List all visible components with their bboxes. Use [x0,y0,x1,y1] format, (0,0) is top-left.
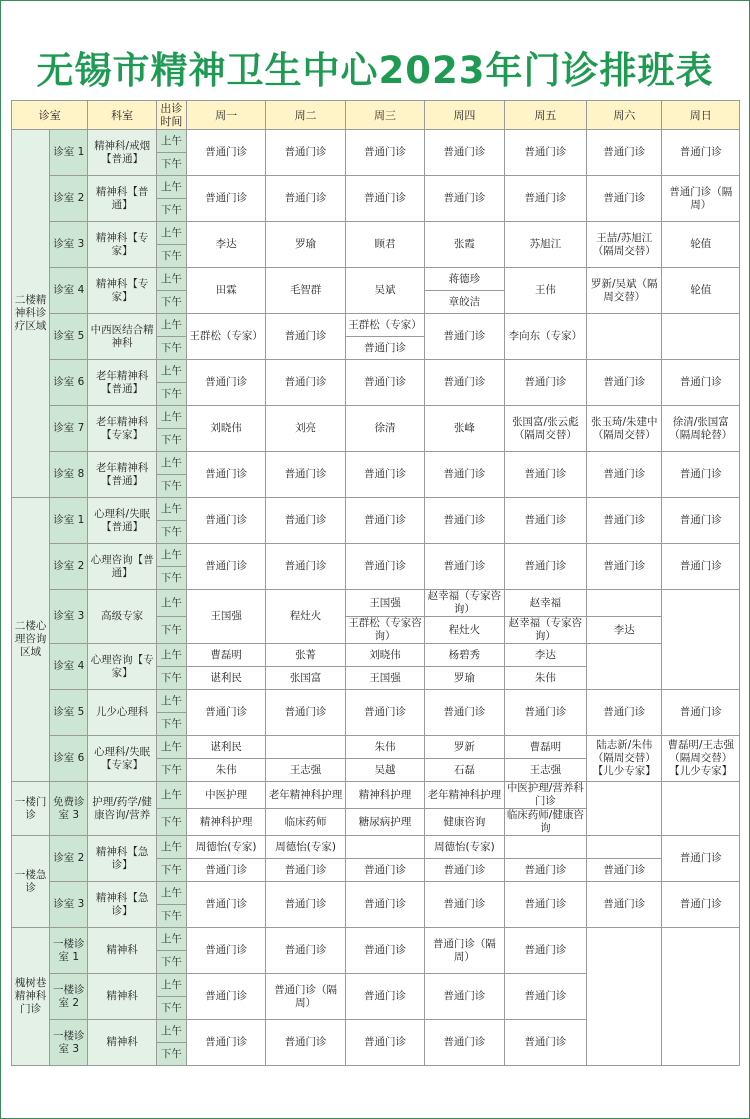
time-pm: 下午 [156,429,186,452]
time-pm: 下午 [156,617,186,644]
schedule-cell: 普通门诊 [186,882,265,928]
schedule-cell [587,836,662,859]
schedule-cell: 普通门诊 [587,452,662,498]
time-am: 上午 [156,406,186,429]
room-label: 诊室 1 [50,130,88,176]
schedule-cell: 普通门诊 [345,360,424,406]
time-pm: 下午 [156,997,186,1020]
schedule-cell: 赵幸福（专家咨询） [425,590,504,617]
time-am: 上午 [156,176,186,199]
time-am: 上午 [156,782,186,809]
schedule-cell: 轮值 [662,268,740,314]
schedule-cell: 刘亮 [266,406,345,452]
schedule-cell: 普通门诊 [186,859,265,882]
schedule-cell: 王国强 [186,590,265,644]
schedule-cell: 普通门诊 [587,498,662,544]
schedule-cell-empty [587,314,662,360]
schedule-cell: 普通门诊 [266,176,345,222]
schedule-cell: 张峰 [425,406,504,452]
schedule-cell: 曹磊明 [186,644,265,667]
time-am: 上午 [156,360,186,383]
room-label: 一楼诊室 2 [50,974,88,1020]
room-label: 诊室 6 [50,736,88,782]
schedule-cell: 普通门诊 [266,882,345,928]
time-pm: 下午 [156,905,186,928]
schedule-cell: 王志强 [504,759,586,782]
dept-label: 高级专家 [88,590,156,644]
schedule-cell: 曹磊明/王志强（隔周交替）【儿少专家】 [662,736,740,782]
schedule-cell: 临床药师/健康咨询 [504,809,586,836]
schedule-cell: 陆志新/朱伟（隔周交替）【儿少专家】 [587,736,662,782]
schedule-cell: 普通门诊 [662,836,740,882]
schedule-cell: 王喆/苏旭江（隔周交替） [587,222,662,268]
time-pm: 下午 [156,1043,186,1066]
schedule-cell: 吴斌 [345,268,424,314]
schedule-cell: 普通门诊 [266,1020,345,1066]
schedule-cell: 普通门诊 [345,337,424,360]
dept-label: 精神科【专家】 [88,268,156,314]
schedule-cell: 王群松（专家） [186,314,265,360]
schedule-cell: 王国强 [345,590,424,617]
dept-label: 精神科/戒烟【普通】 [88,130,156,176]
time-am: 上午 [156,882,186,905]
schedule-cell: 张霞 [425,222,504,268]
room-label: 诊室 3 [50,222,88,268]
time-pm: 下午 [156,759,186,782]
schedule-cell: 普通门诊 [504,690,586,736]
time-pm: 下午 [156,199,186,222]
schedule-cell: 普通门诊 [345,882,424,928]
schedule-cell: 普通门诊 [345,544,424,590]
schedule-cell: 周德怡(专家) [186,836,265,859]
header-day: 周五 [504,101,586,130]
time-pm: 下午 [156,291,186,314]
schedule-cell: 苏旭江 [504,222,586,268]
schedule-cell: 普通门诊 [186,452,265,498]
header-day: 周四 [425,101,504,130]
schedule-cell: 张国富 [266,667,345,690]
schedule-cell: 王国强 [345,667,424,690]
time-pm: 下午 [156,567,186,590]
schedule-cell: 蒋德珍 [425,268,504,291]
time-pm: 下午 [156,153,186,176]
schedule-cell: 王群松（专家） [345,314,424,337]
dept-label: 精神科【专家】 [88,222,156,268]
header-day: 周日 [662,101,740,130]
time-pm: 下午 [156,809,186,836]
schedule-cell: 普通门诊 [345,1020,424,1066]
schedule-cell: 李达 [186,222,265,268]
header-day: 周一 [186,101,265,130]
room-label: 诊室 7 [50,406,88,452]
dept-label: 老年精神科【普通】 [88,452,156,498]
schedule-cell: 杨碧秀 [425,644,504,667]
schedule-cell: 普通门诊 [186,544,265,590]
schedule-cell: 普通门诊 [504,360,586,406]
dept-label: 精神科 [88,974,156,1020]
schedule-cell-empty [662,782,740,836]
schedule-cell: 普通门诊 [186,928,265,974]
schedule-cell: 赵幸福（专家咨询） [504,617,586,644]
schedule-cell: 普通门诊 [345,452,424,498]
schedule-cell: 李达 [587,617,662,644]
schedule-cell: 普通门诊 [186,1020,265,1066]
schedule-cell: 普通门诊 [587,544,662,590]
schedule-cell-empty [662,314,740,360]
schedule-cell: 普通门诊 [587,859,662,882]
dept-label: 中西医结合精神科 [88,314,156,360]
schedule-cell-empty [662,590,740,690]
area-label: 槐树巷精神科门诊 [12,928,50,1066]
time-pm: 下午 [156,667,186,690]
room-label: 诊室 4 [50,644,88,690]
schedule-cell: 老年精神科护理 [425,782,504,809]
schedule-cell: 程灶火 [425,617,504,644]
room-label: 诊室 6 [50,360,88,406]
time-am: 上午 [156,498,186,521]
schedule-cell: 徐清/张国富（隔周轮替） [662,406,740,452]
schedule-cell: 精神科护理 [186,809,265,836]
schedule-cell: 普通门诊 [504,498,586,544]
schedule-cell: 普通门诊（隔周） [425,928,504,974]
schedule-cell: 精神科护理 [345,782,424,809]
schedule-cell [504,836,586,859]
schedule-cell: 普通门诊 [587,130,662,176]
schedule-cell: 徐清 [345,406,424,452]
schedule-cell: 普通门诊 [662,544,740,590]
room-label: 诊室 5 [50,314,88,360]
area-label: 一楼急诊 [12,836,50,928]
room-label: 免费诊室 3 [50,782,88,836]
schedule-cell: 普通门诊 [504,882,586,928]
schedule-cell: 普通门诊（隔周） [266,974,345,1020]
time-am: 上午 [156,222,186,245]
schedule-cell: 普通门诊 [662,130,740,176]
schedule-cell: 朱伟 [186,759,265,782]
schedule-cell: 谌利民 [186,667,265,690]
schedule-cell: 普通门诊 [662,882,740,928]
schedule-cell: 普通门诊 [345,690,424,736]
schedule-cell: 毛智群 [266,268,345,314]
schedule-cell: 普通门诊 [425,360,504,406]
time-am: 上午 [156,836,186,859]
room-label: 诊室 2 [50,544,88,590]
schedule-cell-empty [587,644,662,690]
schedule-cell: 临床药师 [266,809,345,836]
header-day: 周二 [266,101,345,130]
time-pm: 下午 [156,951,186,974]
time-am: 上午 [156,1020,186,1043]
schedule-cell: 健康咨询 [425,809,504,836]
dept-label: 儿少心理科 [88,690,156,736]
schedule-cell: 普通门诊 [266,314,345,360]
schedule-cell: 普通门诊 [266,544,345,590]
schedule-cell-empty [587,782,662,836]
time-am: 上午 [156,736,186,759]
dept-label: 心理咨询【普通】 [88,544,156,590]
schedule-cell: 赵幸福 [504,590,586,617]
schedule-cell: 李达 [504,644,586,667]
time-am: 上午 [156,268,186,291]
schedule-cell: 王群松（专家咨询） [345,617,424,644]
schedule-cell: 普通门诊 [266,452,345,498]
schedule-cell-empty [662,928,740,1066]
room-label: 诊室 4 [50,268,88,314]
schedule-cell: 中医护理/营养科门诊 [504,782,586,809]
header-day: 周六 [587,101,662,130]
schedule-cell: 吴越 [345,759,424,782]
schedule-cell: 普通门诊 [425,859,504,882]
area-label: 二楼精神科诊疗区域 [12,130,50,498]
dept-label: 精神科【急诊】 [88,836,156,882]
schedule-cell: 普通门诊 [266,859,345,882]
schedule-cell: 谌利民 [186,736,265,759]
schedule-cell [266,736,345,759]
room-label: 诊室 1 [50,498,88,544]
schedule-cell: 轮值 [662,222,740,268]
header-time: 出诊时间 [156,101,186,130]
schedule-cell: 顾君 [345,222,424,268]
dept-label: 精神科 [88,928,156,974]
schedule-cell: 周德怡(专家) [425,836,504,859]
schedule-cell: 朱伟 [504,667,586,690]
header-row [12,101,740,130]
schedule-cell: 普通门诊 [504,1020,586,1066]
schedule-cell: 普通门诊 [186,176,265,222]
schedule-cell: 张菁 [266,644,345,667]
room-label: 诊室 2 [50,836,88,882]
schedule-cell: 普通门诊 [425,1020,504,1066]
schedule-cell: 普通门诊 [186,130,265,176]
schedule-cell: 普通门诊 [587,882,662,928]
schedule-cell: 罗新/吴斌（隔周交替） [587,268,662,314]
page-title: 无锡市精神卫生中心2023年门诊排班表 [36,49,714,92]
schedule-cell: 普通门诊 [504,974,586,1020]
room-label: 诊室 5 [50,690,88,736]
schedule-cell: 曹磊明 [504,736,586,759]
schedule-cell: 普通门诊 [425,974,504,1020]
schedule-cell [345,836,424,859]
time-am: 上午 [156,690,186,713]
time-pm: 下午 [156,521,186,544]
schedule-cell: 普通门诊 [266,690,345,736]
schedule-cell: 普通门诊 [266,130,345,176]
schedule-cell: 中医护理 [186,782,265,809]
time-am: 上午 [156,452,186,475]
time-pm: 下午 [156,245,186,268]
schedule-cell: 普通门诊 [345,498,424,544]
schedule-cell: 普通门诊 [662,690,740,736]
schedule-cell: 普通门诊 [266,928,345,974]
schedule-cell: 普通门诊 [425,690,504,736]
area-label: 二楼心理咨询区域 [12,498,50,782]
schedule-cell: 普通门诊 [587,176,662,222]
schedule-cell: 糖尿病护理 [345,809,424,836]
schedule-cell: 王志强 [266,759,345,782]
time-am: 上午 [156,590,186,617]
room-label: 一楼诊室 3 [50,1020,88,1066]
schedule-cell: 普通门诊 [345,928,424,974]
time-am: 上午 [156,974,186,997]
schedule-cell: 普通门诊 [425,314,504,360]
schedule-cell: 普通门诊 [662,498,740,544]
room-label: 诊室 3 [50,590,88,644]
schedule-cell: 普通门诊 [425,544,504,590]
schedule-cell: 刘晓伟 [186,406,265,452]
schedule-cell: 张国富/张云彪（隔周交替） [504,406,586,452]
time-am: 上午 [156,130,186,153]
dept-label: 精神科【急诊】 [88,882,156,928]
area-label: 一楼门诊 [12,782,50,836]
header-day: 周三 [345,101,424,130]
schedule-cell: 程灶火 [266,590,345,644]
dept-label: 老年精神科【普通】 [88,360,156,406]
time-pm: 下午 [156,713,186,736]
schedule-cell: 普通门诊 [186,498,265,544]
schedule-cell: 普通门诊 [425,130,504,176]
schedule-cell: 朱伟 [345,736,424,759]
schedule-cell: 罗瑜 [425,667,504,690]
schedule-cell: 李向东（专家） [504,314,586,360]
schedule-cell-empty [587,590,662,617]
schedule-cell: 石磊 [425,759,504,782]
room-label: 诊室 3 [50,882,88,928]
schedule-cell: 普通门诊 [504,928,586,974]
time-pm: 下午 [156,475,186,498]
schedule-cell-empty [587,928,662,1066]
schedule-cell: 罗新 [425,736,504,759]
time-am: 上午 [156,928,186,951]
schedule-cell: 普通门诊 [186,360,265,406]
schedule-cell: 田霖 [186,268,265,314]
header-room: 诊室 [12,101,88,130]
time-pm: 下午 [156,337,186,360]
schedule-cell: 罗瑜 [266,222,345,268]
schedule-cell: 普通门诊 [266,498,345,544]
time-am: 上午 [156,544,186,567]
schedule-cell: 普通门诊 [425,498,504,544]
schedule-cell: 普通门诊 [587,360,662,406]
time-pm: 下午 [156,383,186,406]
schedule-cell: 章皎洁 [425,291,504,314]
header-dept: 科室 [88,101,156,130]
schedule-cell: 普通门诊 [186,974,265,1020]
schedule-cell: 张玉琦/朱建中（隔周交替） [587,406,662,452]
room-label: 诊室 2 [50,176,88,222]
schedule-cell: 普通门诊 [504,544,586,590]
schedule-cell: 周德怡(专家) [266,836,345,859]
dept-label: 心理科/失眠【普通】 [88,498,156,544]
dept-label: 老年精神科【专家】 [88,406,156,452]
schedule-cell: 普通门诊（隔周） [662,176,740,222]
time-pm: 下午 [156,859,186,882]
schedule-cell: 普通门诊 [345,130,424,176]
schedule-cell: 普通门诊 [345,176,424,222]
time-am: 上午 [156,314,186,337]
schedule-cell: 普通门诊 [662,452,740,498]
schedule-cell: 王伟 [504,268,586,314]
schedule-cell: 普通门诊 [345,859,424,882]
schedule-cell: 普通门诊 [425,176,504,222]
schedule-cell: 普通门诊 [587,690,662,736]
schedule-cell: 普通门诊 [662,360,740,406]
dept-label: 心理科/失眠【专家】 [88,736,156,782]
schedule-cell: 普通门诊 [425,882,504,928]
schedule-cell: 老年精神科护理 [266,782,345,809]
dept-label: 精神科 [88,1020,156,1066]
dept-label: 护理/药学/健康咨询/营养 [88,782,156,836]
schedule-cell: 普通门诊 [345,974,424,1020]
dept-label: 精神科【普通】 [88,176,156,222]
schedule-table [11,100,740,1066]
schedule-cell: 普通门诊 [186,690,265,736]
dept-label: 心理咨询【专家】 [88,644,156,690]
schedule-cell: 普通门诊 [504,452,586,498]
room-label: 诊室 8 [50,452,88,498]
schedule-cell: 普通门诊 [425,452,504,498]
schedule-cell: 普通门诊 [266,360,345,406]
schedule-cell: 普通门诊 [504,176,586,222]
schedule-cell: 普通门诊 [504,859,586,882]
schedule-cell: 普通门诊 [504,130,586,176]
room-label: 一楼诊室 1 [50,928,88,974]
schedule-cell: 刘晓伟 [345,644,424,667]
time-am: 上午 [156,644,186,667]
